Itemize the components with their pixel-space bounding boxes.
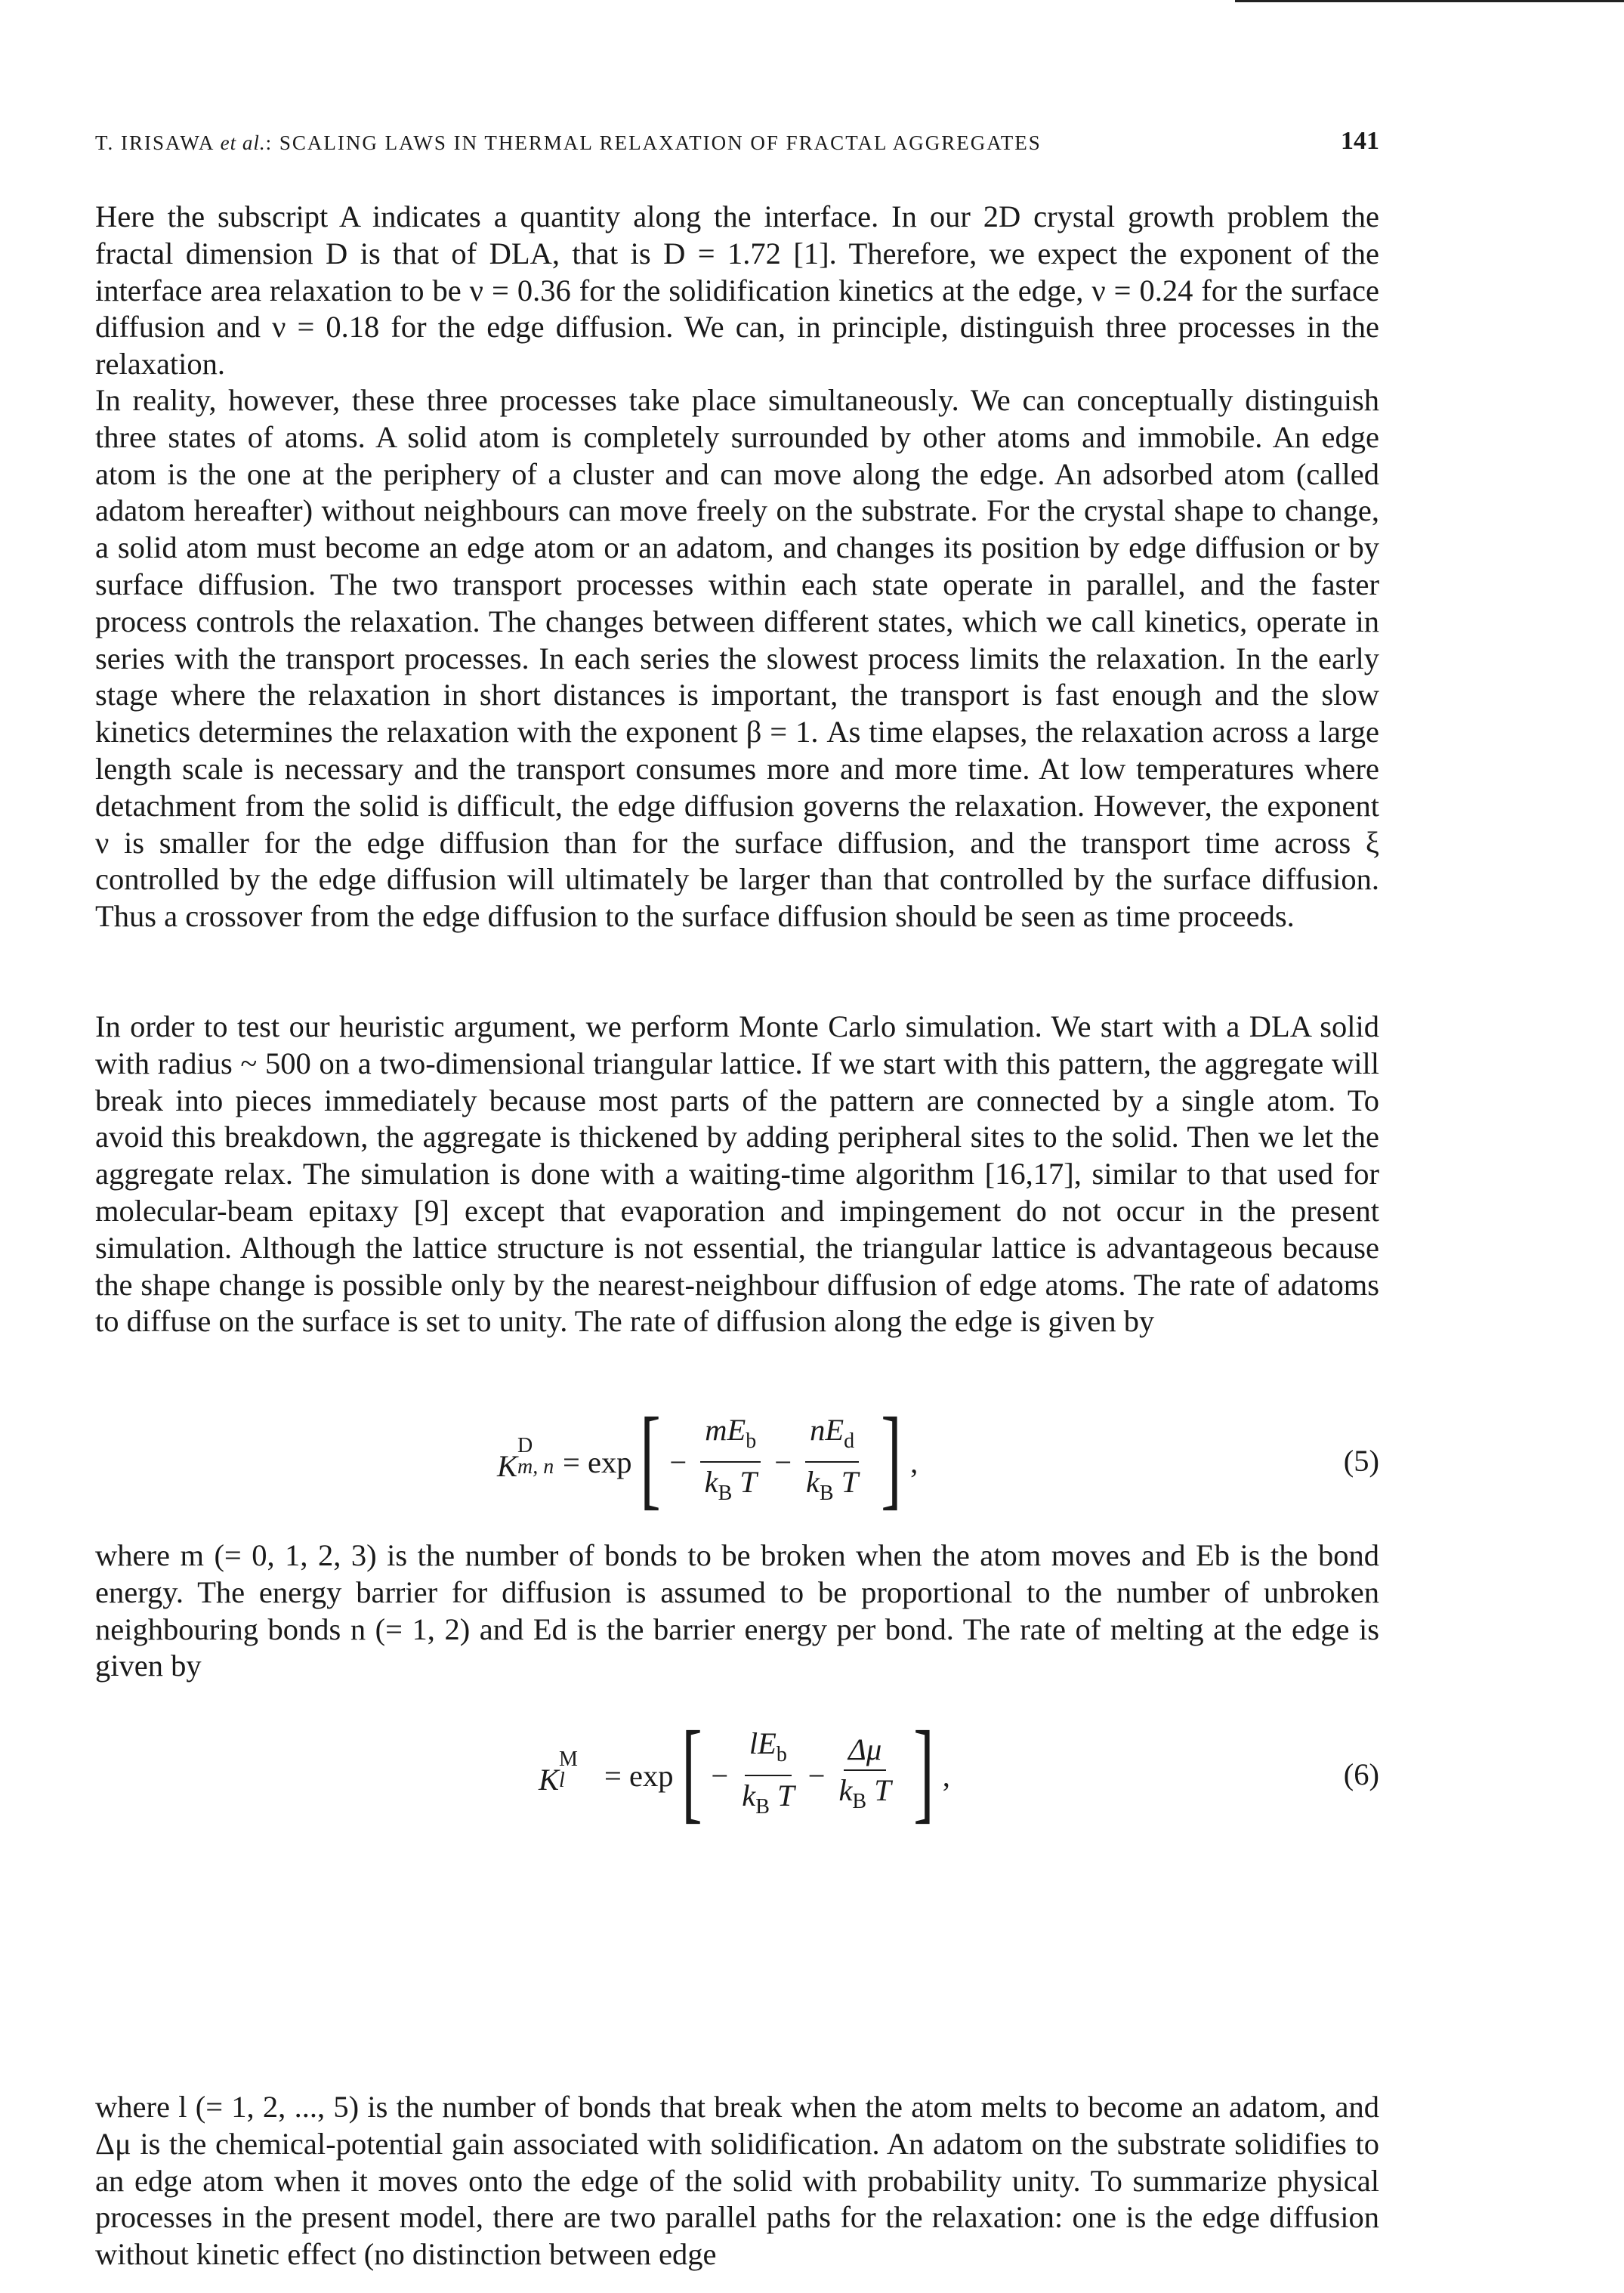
eq5-comma: , bbox=[910, 1445, 919, 1479]
eq5-exp: = exp bbox=[563, 1445, 632, 1479]
running-head-etal: et al. bbox=[220, 131, 266, 154]
eq5-fraction-2: $\frac{nE_d}{k_B T}$ bbox=[805, 1413, 859, 1505]
paragraph-4: where m (= 0, 1, 2, 3) is the number of bonds to be broken when the atom moves and Eb is the bond energy. The energy barrier for diffusion is assumed to be proportional to the number of unbroken neighbouring bonds n (= 1, 2) and Ed is the barrier energy per bond. The rate of melting at the edge is given by bbox=[95, 1538, 1379, 1683]
eq6-lhs: K M l bbox=[539, 1748, 578, 1797]
eq6-minus-2: − bbox=[807, 1758, 826, 1793]
eq5-minus-1: − bbox=[669, 1445, 687, 1479]
eq5-minus-2: − bbox=[774, 1445, 792, 1479]
running-head-authors: T. IRISAWA bbox=[95, 131, 221, 154]
page-header bbox=[95, 127, 1379, 165]
paragraph-2: In reality, however, these three processes take place simultaneously. We can conceptually distinguish three states of atoms. A solid atom is completely surrounded by other atoms and immobile. An edge atom is the one at the periphery of a cluster and can move along the edge. An adsorbed atom (called adatom hereafter) without neighbours can move freely on the substrate. For the crystal shape to change, a solid atom must become an edge atom or an adatom, and changes its position by edge diffusion or by surface diffusion. The two transport processes within each state operate in parallel, and the faster process controls the relaxation. The changes between different states, which we call kinetics, operate in series with the transport processes. In each series the slowest process limits the relaxation. In the early stage where the relaxation in short distances is important, the transport is fast enough and the slow kinetics determines the relaxation with the exponent β = 1. As time elapses, the relaxation across a large length scale is necessary and the transport consumes more and more time. At low temperatures where detachment from the solid is difficult, the edge diffusion governs the relaxation. However, the exponent ν is smaller for the edge diffusion than for the surface diffusion, and the transport time across ξ controlled by the edge diffusion will ultimately be larger than that controlled by the surface diffusion. Thus a crossover from the edge diffusion to the surface diffusion should be seen as time proceeds. bbox=[95, 383, 1379, 934]
paragraph-5: where l (= 1, 2, ..., 5) is the number of bonds that break when the atom melts to become an adatom, and Δμ is the chemical-potential gain associated with solidification. An adatom on the substrate solidifies to an edge atom when it moves onto the edge of the solid with probability unity. To summarize physical processes in the present model, there are two parallel paths for the relaxation: one is the edge diffusion without kinetic effect (no distinction between edge bbox=[95, 2090, 1379, 2272]
running-head bbox=[95, 131, 1042, 155]
eq5-left-bracket: [ bbox=[640, 1395, 662, 1520]
eq6-exp: = exp bbox=[604, 1758, 674, 1793]
eq6-number: (6) bbox=[1343, 1757, 1379, 1791]
page-number: 141 bbox=[1341, 127, 1379, 155]
eq6-fraction-2: $\frac{\Delta\mu}{k_B T}$ bbox=[838, 1732, 891, 1813]
eq5-right-bracket: ] bbox=[881, 1395, 902, 1520]
top-rule bbox=[1235, 0, 1624, 2]
eq6-left-bracket: [ bbox=[681, 1708, 703, 1834]
eq6-right-bracket: ] bbox=[913, 1708, 934, 1834]
eq5-lhs: K D m, n bbox=[497, 1434, 554, 1483]
equation-5 bbox=[95, 1395, 1379, 1520]
eq6-fraction-1: $\frac{lE_b}{k_B T}$ bbox=[742, 1726, 795, 1819]
paragraph-1: Here the subscript A indicates a quantity along the interface. In our 2D crystal growth problem the fractal dimension D is that of DLA, that is D = 1.72 [1]. Therefore, we expect the exponent of the interface area relaxation to be ν = 0.36 for the solidification kinetics at the edge, ν = 0.24 for the surface diffusion and ν = 0.18 for the edge diffusion. We can, in principle, distinguish three processes in the relaxation. bbox=[95, 199, 1379, 382]
eq6-minus-1: − bbox=[711, 1758, 729, 1793]
eq5-number: (5) bbox=[1343, 1444, 1379, 1478]
paragraph-3: In order to test our heuristic argument, we perform Monte Carlo simulation. We start with a DLA solid with radius ~ 500 on a two-dimensional triangular lattice. If we start with this pattern, the aggregate will break into pieces immediately because most parts of the pattern are connected by a single atom. To avoid this breakdown, the aggregate is thickened by adding peripheral sites to the solid. Then we let the aggregate relax. The simulation is done with a waiting-time algorithm [16,17], similar to that used for molecular-beam epitaxy [9] except that evaporation and impingement do not occur in the present simulation. Although the lattice structure is not essential, the triangular lattice is advantageous because the shape change is possible only by the nearest-neighbour diffusion of edge atoms. The rate of adatoms to diffuse on the surface is set to unity. The rate of diffusion along the edge is given by bbox=[95, 1009, 1379, 1339]
equation-6 bbox=[95, 1708, 1379, 1834]
running-head-title: : SCALING LAWS IN THERMAL RELAXATION OF FRACTAL AGGREGATES bbox=[265, 131, 1042, 154]
eq6-comma: , bbox=[942, 1758, 950, 1793]
eq5-fraction-1: $\frac{mE_b}{k_B T}$ bbox=[700, 1414, 761, 1510]
